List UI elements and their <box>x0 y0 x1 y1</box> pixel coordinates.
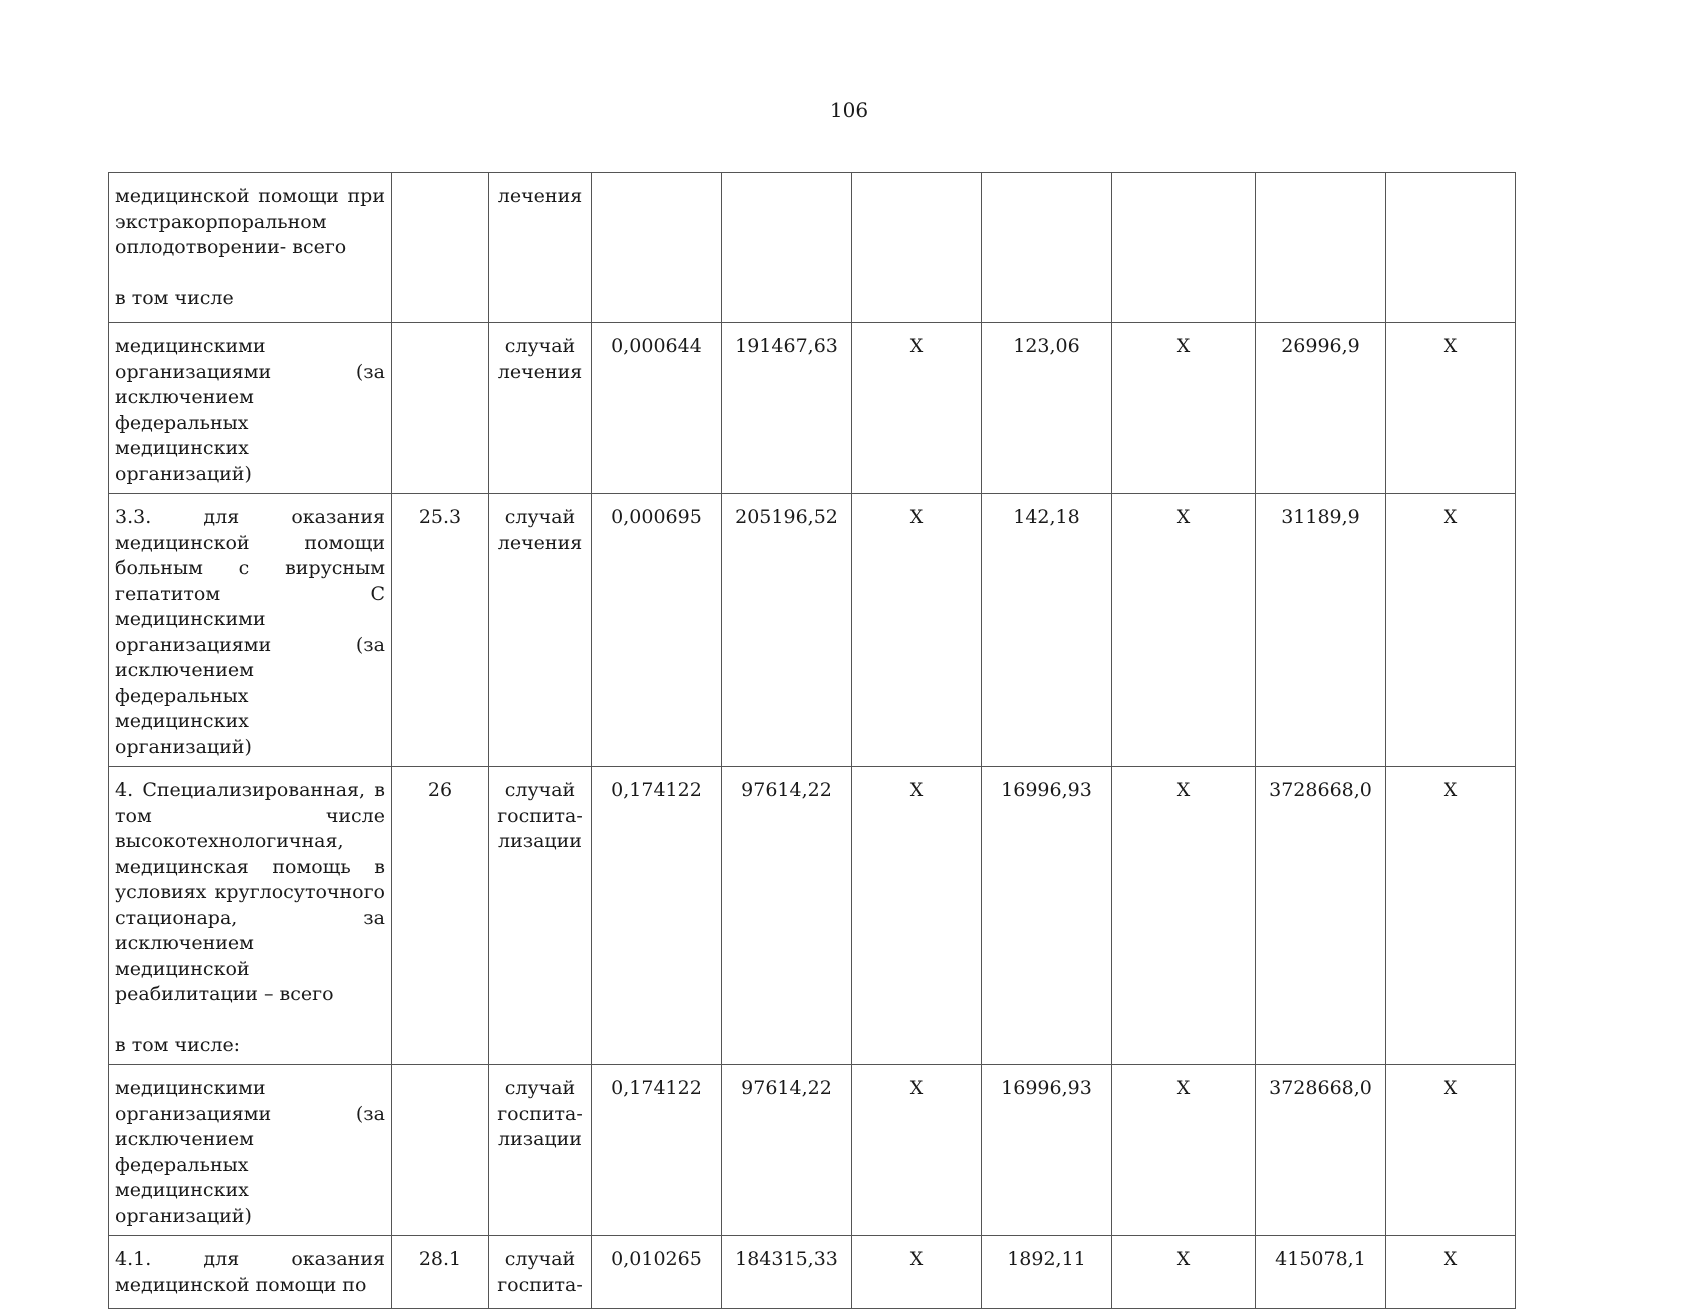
row-cost: 205196,52 <box>722 494 852 767</box>
row-description: 3.3. для оказания медицинской помощи больным с вирусным гепатитом С медицинскими организациями (за исключением федеральных медицинских организаций) <box>109 494 392 767</box>
table-row <box>109 1065 1516 1236</box>
row-col9: 31189,9 <box>1256 494 1386 767</box>
row-col8: X <box>1112 323 1256 494</box>
row-col10: X <box>1386 767 1516 1065</box>
row-norm <box>592 173 722 323</box>
row-code <box>392 173 489 323</box>
row-unit: случай госпита-лизации <box>489 1065 592 1236</box>
row-col10: X <box>1386 494 1516 767</box>
row-unit: лечения <box>489 173 592 323</box>
row-code: 28.1 <box>392 1236 489 1309</box>
row-col9: 26996,9 <box>1256 323 1386 494</box>
row-col7 <box>982 173 1112 323</box>
row-col6 <box>852 173 982 323</box>
row-description: 4.1. для оказания медицинской помощи по <box>109 1236 392 1309</box>
row-col7: 1892,11 <box>982 1236 1112 1309</box>
row-norm: 0,010265 <box>592 1236 722 1309</box>
row-col9 <box>1256 173 1386 323</box>
row-cost: 97614,22 <box>722 767 852 1065</box>
row-col6: X <box>852 767 982 1065</box>
row-code: 26 <box>392 767 489 1065</box>
row-col10: X <box>1386 323 1516 494</box>
table-row <box>109 494 1516 767</box>
table-row <box>109 173 1516 323</box>
row-unit: случай госпита- <box>489 1236 592 1309</box>
row-col10 <box>1386 173 1516 323</box>
row-cost <box>722 173 852 323</box>
table-row <box>109 1236 1516 1309</box>
row-code <box>392 1065 489 1236</box>
row-norm: 0,174122 <box>592 767 722 1065</box>
table-row <box>109 767 1516 1065</box>
row-cost: 191467,63 <box>722 323 852 494</box>
table-row <box>109 323 1516 494</box>
row-col10: X <box>1386 1065 1516 1236</box>
row-code <box>392 323 489 494</box>
row-col7: 16996,93 <box>982 1065 1112 1236</box>
data-table <box>108 172 1516 1309</box>
row-description: 4. Специализированная, в том числе высокотехнологичная, медицинская помощь в условиях круглосуточного стационара, за исключением медицинской реабилитации – всего в том числе: <box>109 767 392 1065</box>
row-description: медицинскими организациями (за исключением федеральных медицинских организаций) <box>109 323 392 494</box>
row-col6: X <box>852 494 982 767</box>
row-col7: 142,18 <box>982 494 1112 767</box>
row-sub-label: в том числе <box>115 286 234 309</box>
row-unit: случай госпита-лизации <box>489 767 592 1065</box>
row-norm: 0,000644 <box>592 323 722 494</box>
row-norm: 0,000695 <box>592 494 722 767</box>
row-description: медицинскими организациями (за исключением федеральных медицинских организаций) <box>109 1065 392 1236</box>
row-cost: 184315,33 <box>722 1236 852 1309</box>
row-col8: X <box>1112 767 1256 1065</box>
row-col6: X <box>852 1236 982 1309</box>
row-code: 25.3 <box>392 494 489 767</box>
row-col8 <box>1112 173 1256 323</box>
row-col8: X <box>1112 1065 1256 1236</box>
row-col6: X <box>852 323 982 494</box>
row-col9: 3728668,0 <box>1256 767 1386 1065</box>
row-col9: 3728668,0 <box>1256 1065 1386 1236</box>
row-unit: случай лечения <box>489 494 592 767</box>
row-col9: 415078,1 <box>1256 1236 1386 1309</box>
page-number: 106 <box>829 98 869 122</box>
row-description: медицинской помощи при экстракорпоральном оплодотворении- всего в том числе <box>109 173 392 323</box>
row-col8: X <box>1112 1236 1256 1309</box>
row-norm: 0,174122 <box>592 1065 722 1236</box>
row-col7: 123,06 <box>982 323 1112 494</box>
row-unit: случай лечения <box>489 323 592 494</box>
row-sub-label: в том числе: <box>115 1033 241 1056</box>
row-cost: 97614,22 <box>722 1065 852 1236</box>
row-col8: X <box>1112 494 1256 767</box>
row-col6: X <box>852 1065 982 1236</box>
row-col7: 16996,93 <box>982 767 1112 1065</box>
row-col10: X <box>1386 1236 1516 1309</box>
